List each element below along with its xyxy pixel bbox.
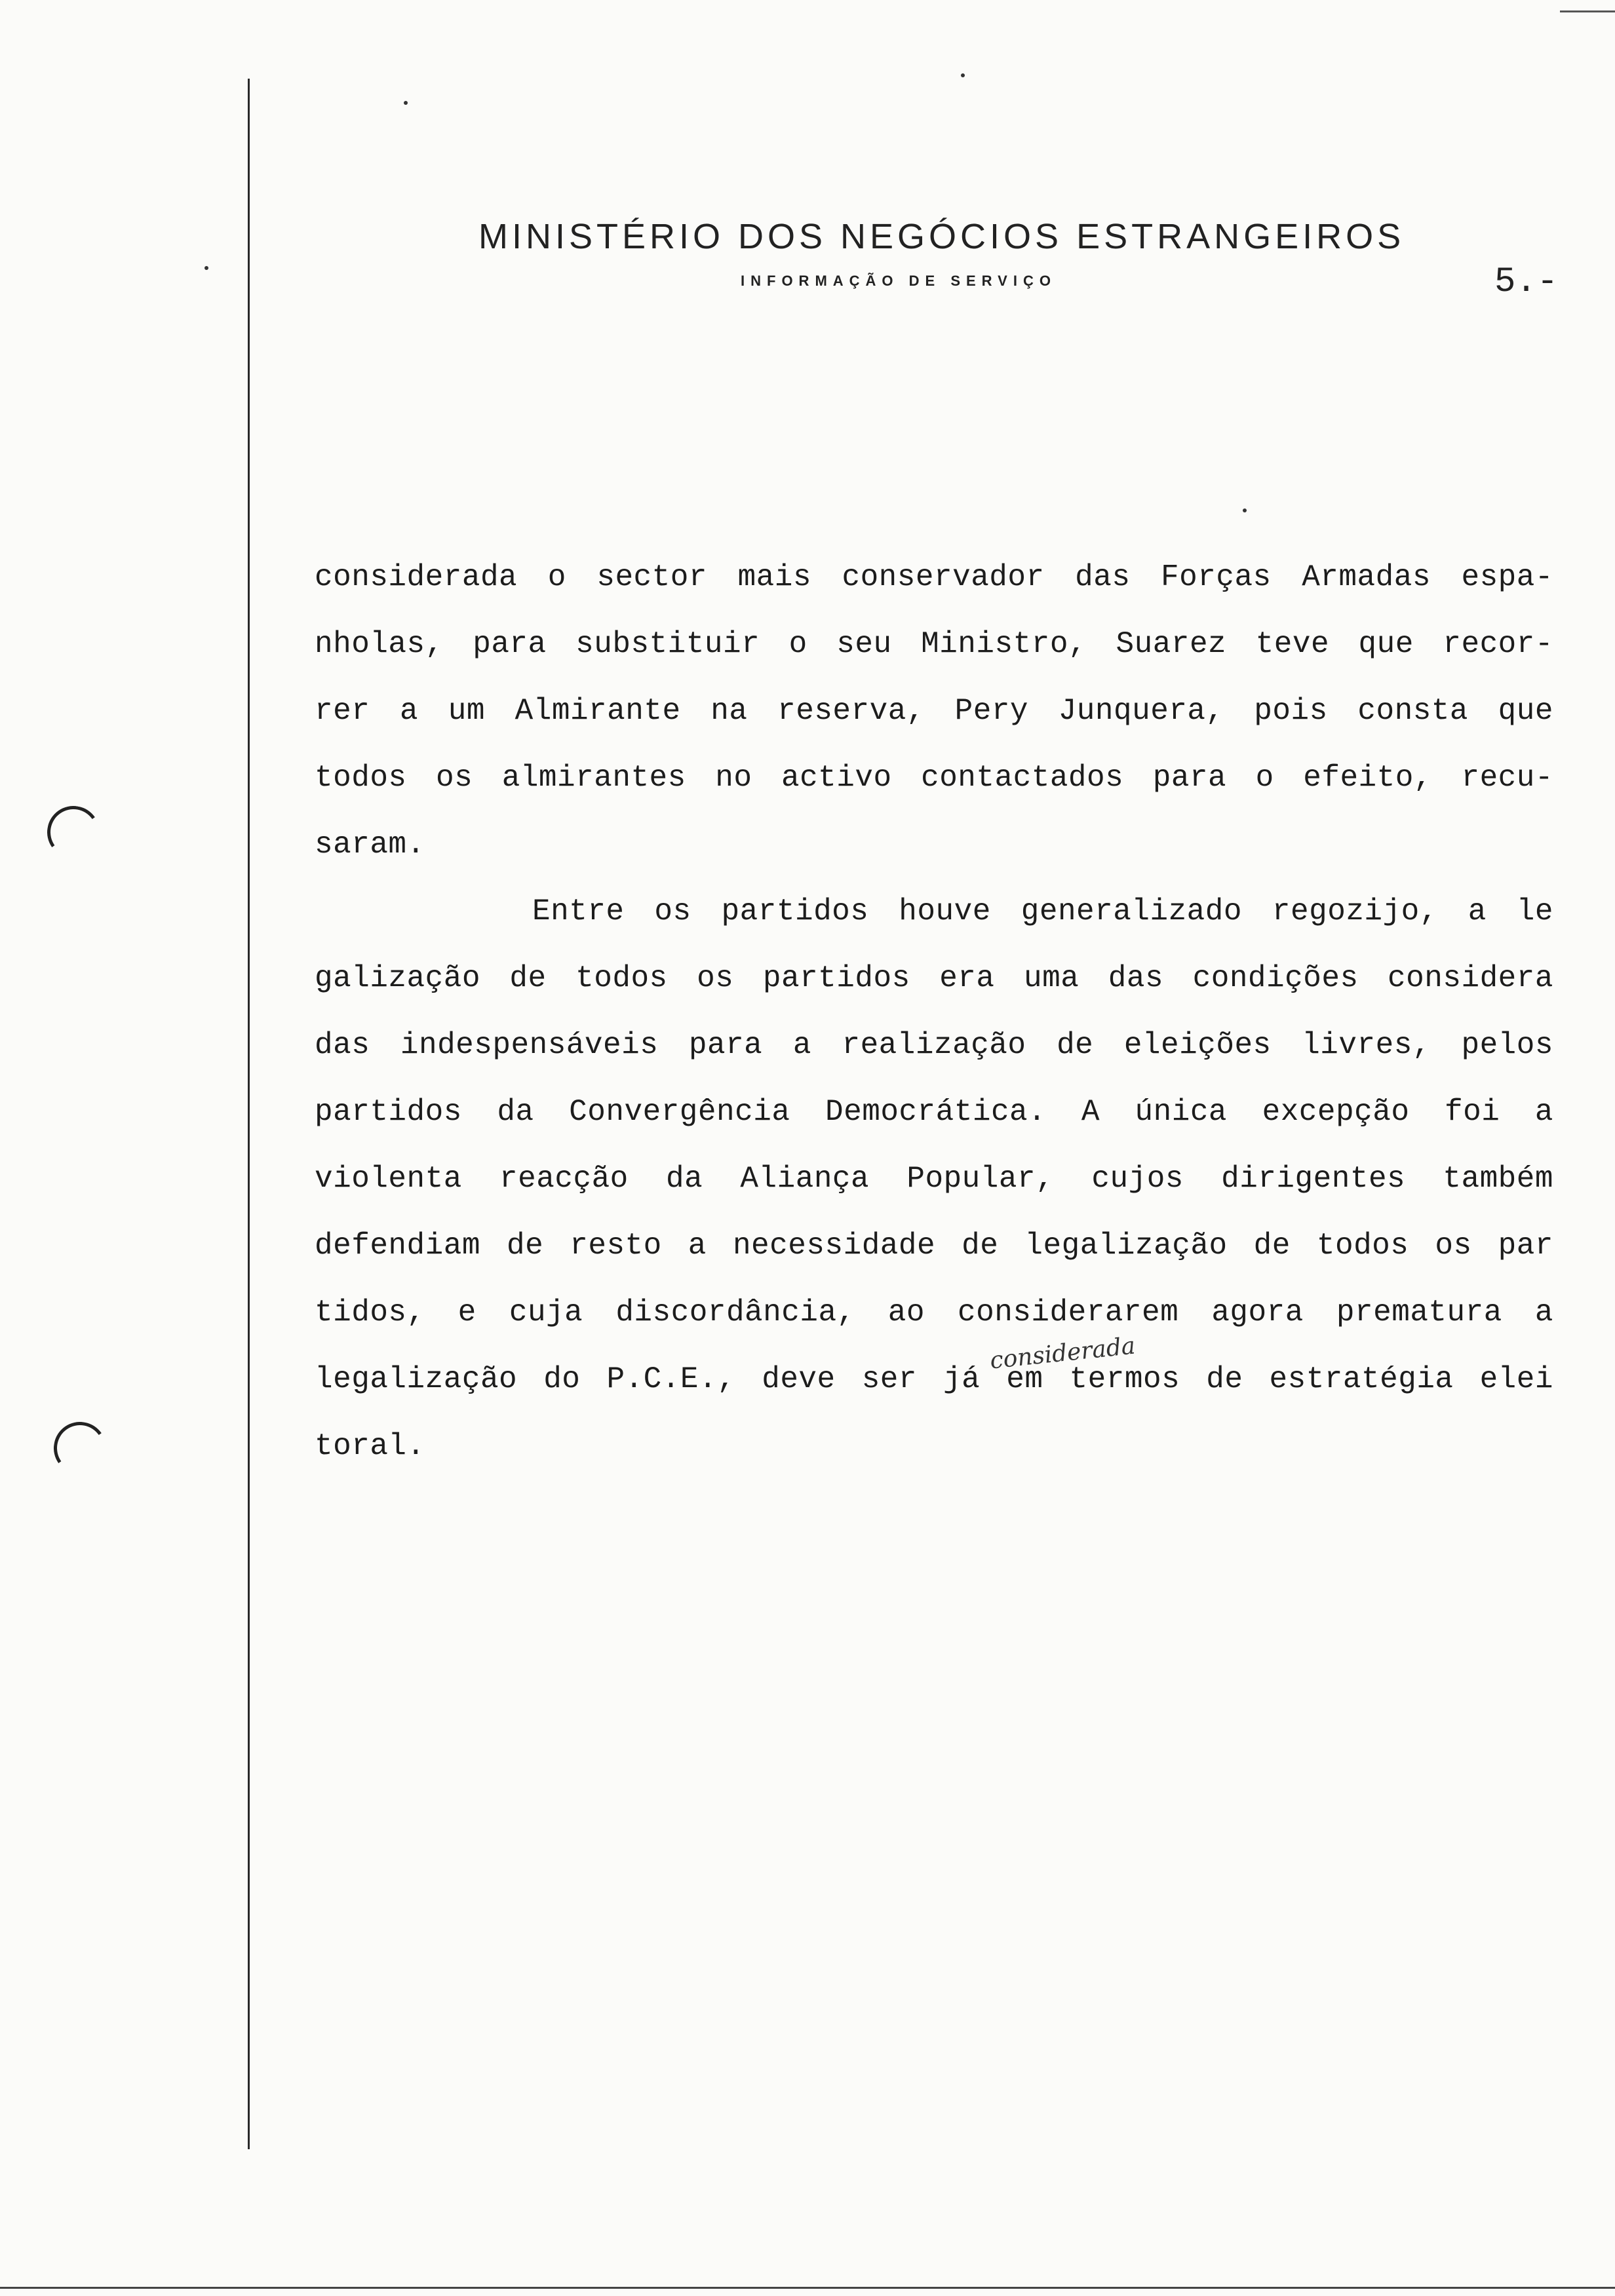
speck — [1243, 508, 1247, 512]
text-line: Entre os partidos houve generalizado regozijo, a le — [532, 894, 1553, 928]
ministry-heading: MINISTÉRIO DOS NEGÓCIOS ESTRANGEIROS — [478, 217, 1405, 256]
text-line: rer a um Almirante na reserva, Pery Junquera, pois consta que — [315, 694, 1553, 728]
bottom-rule — [0, 2287, 1615, 2289]
speck — [961, 73, 965, 77]
text-line: galização de todos os partidos era uma das condições considera — [315, 961, 1553, 995]
text-line: todos os almirantes no activo contactados para o efeito, recu- — [315, 761, 1553, 795]
page-number: 5.- — [1494, 262, 1559, 302]
top-rule — [1560, 10, 1615, 12]
text-line: legalização do P.C.E., deve ser já em termos de estratégia elei — [315, 1362, 1553, 1396]
text-line: das indespensáveis para a realização de eleições livres, pelos — [315, 1028, 1553, 1062]
text-line: saram. — [315, 828, 425, 862]
text-line: tidos, e cuja discordância, ao considerarem agora prematura a — [315, 1295, 1553, 1330]
body-text — [315, 544, 1553, 1480]
handwritten-annotation: considerada — [988, 1332, 1137, 1375]
punch-hole-mark — [43, 802, 104, 863]
margin-rule — [248, 79, 250, 2149]
text-line: partidos da Convergência Democrática. A única excepção foi a — [315, 1095, 1553, 1129]
speck — [404, 101, 408, 105]
text-line: toral. — [315, 1429, 425, 1463]
text-line: violenta reacção da Aliança Popular, cujos dirigentes também — [315, 1162, 1553, 1196]
punch-hole-mark — [50, 1418, 111, 1479]
speck — [204, 266, 208, 270]
text-line: defendiam de resto a necessidade de legalização de todos os par — [315, 1229, 1553, 1263]
text-line: considerada o sector mais conservador das Forças Armadas espa- — [315, 560, 1553, 594]
service-subheading: INFORMAÇÃO DE SERVIÇO — [741, 273, 1057, 289]
text-line: nholas, para substituir o seu Ministro, Suarez teve que recor- — [315, 627, 1553, 661]
